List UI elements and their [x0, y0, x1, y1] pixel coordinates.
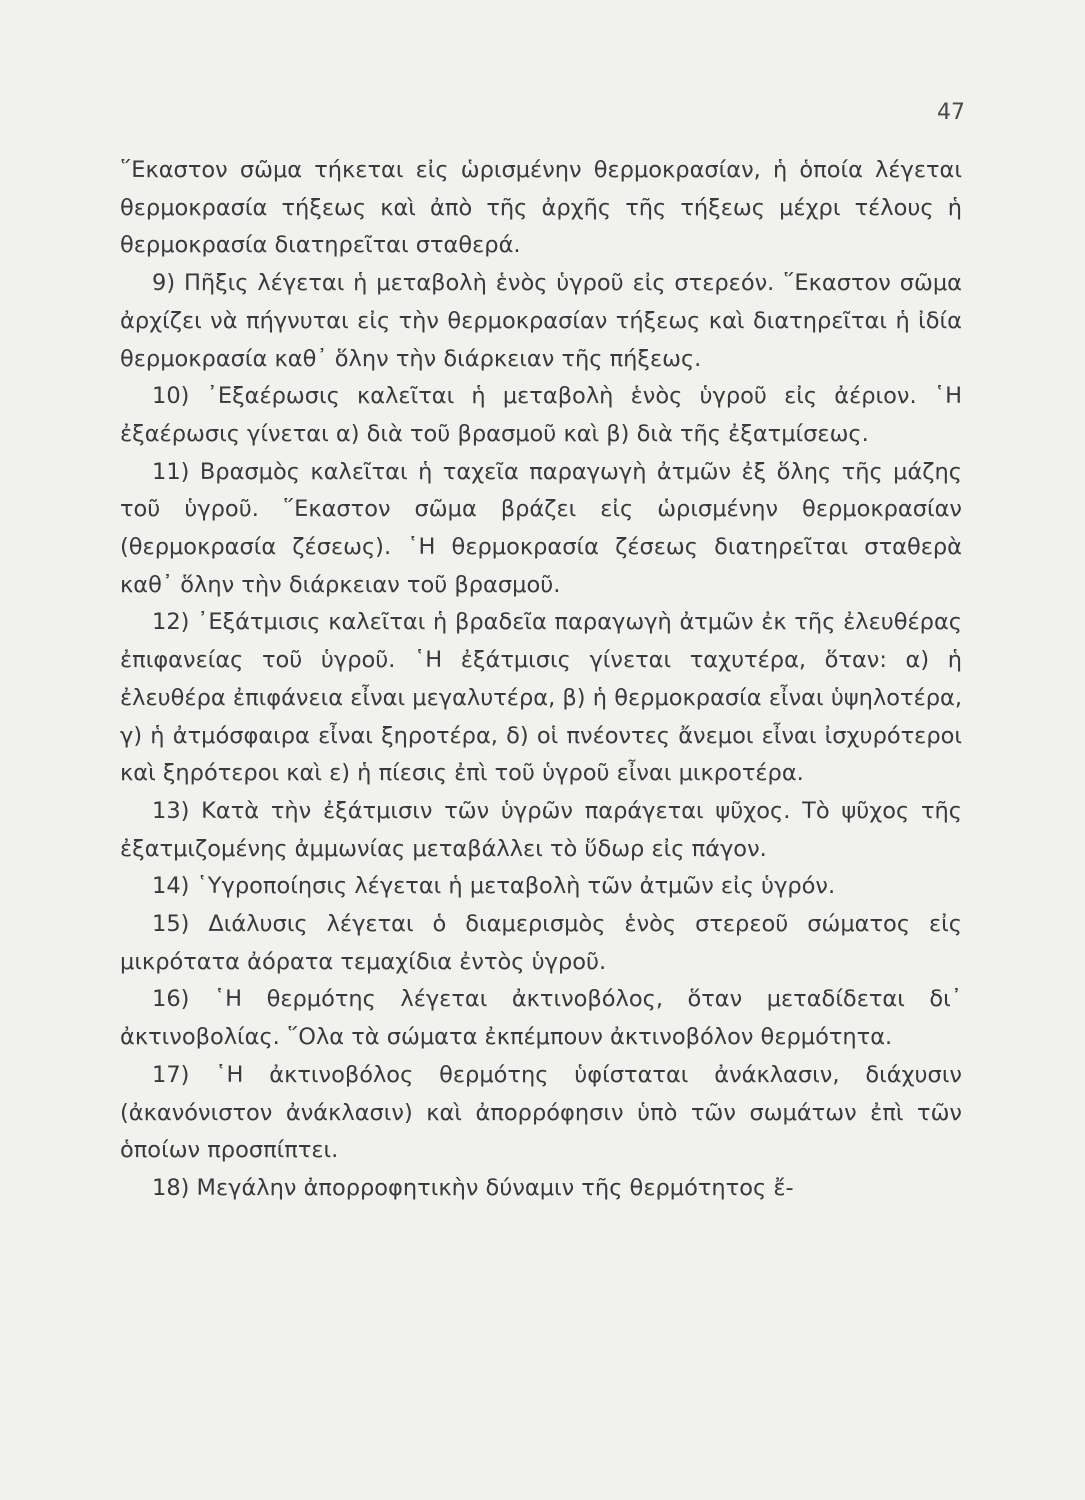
paragraph-melting-temperature: ῞Εκαστον σῶμα τήκεται εἰς ὡρισμένην θερμοκρασίαν, ἡ ὁποία λέγεται θερμοκρασία τήξεως καὶ ἀπὸ τῆς ἀρχῆς τῆς τήξεως μέχρι τέλους ἡ θερμοκρασία διατηρεῖται σταθερά.	[120, 157, 962, 259]
paragraph-18-absorption: 18) Μεγάλην ἀπορροφητικὴν δύναμιν τῆς θερμότητος ἔ-	[152, 1174, 794, 1201]
paragraph-10-vaporization: 10) ᾿Εξαέρωσις καλεῖται ἡ μεταβολὴ ἑνὸς ὑγροῦ εἰς ἀέριον. ῾Η ἐξαέρωσις γίνεται α) διὰ τοῦ βρασμοῦ καὶ β) διὰ τῆς ἐξατμίσεως.	[120, 383, 962, 447]
page-number: 47	[937, 100, 965, 125]
paragraph-9-solidification: 9) Πῆξις λέγεται ἡ μεταβολὴ ἑνὸς ὑγροῦ εἰς στερεόν. ῞Εκαστον σῶμα ἀρχίζει νὰ πήγνυται εἰς τὴν θερμοκρασίαν τήξεως καὶ διατηρεῖται ἡ ἰδία θερμοκρασία καθ᾽ ὅλην τὴν διάρκειαν τῆς πήξεως.	[120, 270, 962, 372]
paragraph-15-dissolution: 15) Διάλυσις λέγεται ὁ διαμερισμὸς ἑνὸς στερεοῦ σώματος εἰς μικρότατα ἀόρατα τεμαχίδια ἐντὸς ὑγροῦ.	[120, 911, 962, 975]
paragraph-16-radiant-heat: 16) ῾Η θερμότης λέγεται ἀκτινοβόλος, ὅταν μεταδίδεται δι᾽ ἀκτινοβολίας. ῞Ολα τὰ σώματα ἐκπέμπουν ἀκτινοβόλον θερμότητα.	[120, 986, 962, 1051]
paragraph-17-reflection: 17) ῾Η ἀκτινοβόλος θερμότης ὑφίσταται ἀνάκλασιν, διάχυσιν (ἀκανόνιστον ἀνάκλασιν) καὶ ἀπορρόφησιν ὑπὸ τῶν σωμάτων ἐπὶ τῶν ὁποίων προσπίπτει.	[120, 1061, 962, 1164]
body-text	[120, 152, 962, 1208]
paragraph-12-evaporation: 12) ᾿Εξάτμισις καλεῖται ἡ βραδεῖα παραγωγὴ ἀτμῶν ἐκ τῆς ἐλευθέρας ἐπιφανείας τοῦ ὑγροῦ. ῾Η ἐξάτμισις γίνεται ταχυτέρα, ὅταν: α) ἡ ἐλευθέρα ἐπιφάνεια εἶναι μεγαλυτέρα, β) ἡ θερμοκρασία εἶναι ὑψηλοτέρα, γ) ἡ ἀτμόσφαιρα εἶναι ξηροτέρα, δ) οἱ πνέοντες ἄνεμοι εἶναι ἰσχυρότεροι καὶ ξηρότεροι καὶ ε) ἡ πίεσις ἐπὶ τοῦ ὑγροῦ εἶναι μικροτέρα.	[120, 609, 962, 787]
paragraph-14-liquefaction: 14) ῾Υγροποίησις λέγεται ἡ μεταβολὴ τῶν ἀτμῶν εἰς ὑγρόν.	[152, 873, 836, 900]
paragraph-13-cooling: 13) Κατὰ τὴν ἐξάτμισιν τῶν ὑγρῶν παράγεται ψῦχος. Τὸ ψῦχος τῆς ἐξατμιζομένης ἀμμωνίας μεταβάλλει τὸ ὕδωρ εἰς πάγον.	[120, 797, 962, 862]
paragraph-11-boiling: 11) Βρασμὸς καλεῖται ἡ ταχεῖα παραγωγὴ ἀτμῶν ἐξ ὅλης τῆς μάζης τοῦ ὑγροῦ. ῞Εκαστον σῶμα βράζει εἰς ὡρισμένην θερμοκρασίαν (θερμοκρασία ζέσεως). ῾Η θερμοκρασία ζέσεως διατηρεῖται σταθερὰ καθ᾽ ὅλην τὴν διάρκειαν τοῦ βρασμοῦ.	[120, 458, 962, 598]
